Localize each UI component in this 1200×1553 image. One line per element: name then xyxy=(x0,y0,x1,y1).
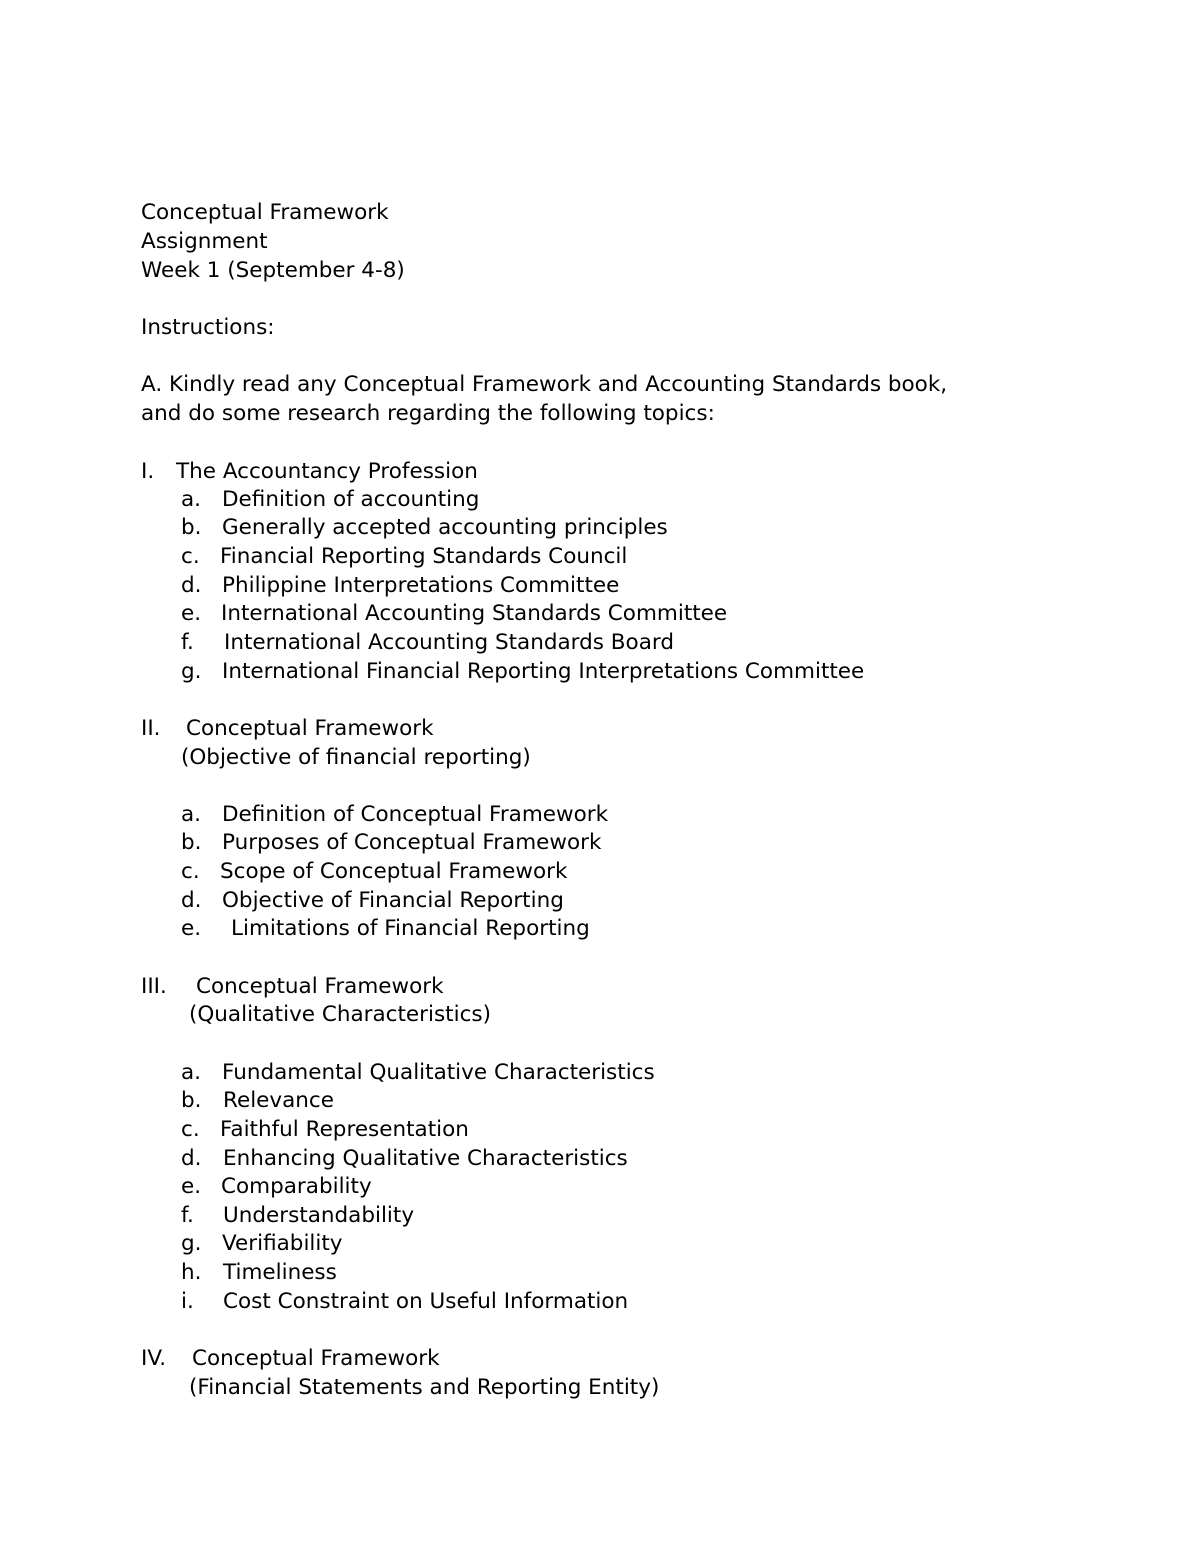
section-subtitle: (Financial Statements and Reporting Entity) xyxy=(189,1375,660,1400)
list-item xyxy=(181,887,981,915)
list-item-letter: c. xyxy=(181,859,200,884)
list-item-letter: e. xyxy=(181,601,202,626)
list-item-letter: d. xyxy=(181,1146,202,1171)
list-item-letter: c. xyxy=(181,1117,200,1142)
list-item-text: Relevance xyxy=(223,1088,334,1113)
instruction-line: A. Kindly read any Conceptual Framework and Accounting Standards book, xyxy=(141,372,948,397)
list-item-letter: f. xyxy=(181,1203,194,1228)
list-item xyxy=(181,600,981,628)
list-item-text: Fundamental Qualitative Characteristics xyxy=(222,1060,655,1085)
list-item-text: Philippine Interpretations Committee xyxy=(222,573,620,598)
list-item-text: Financial Reporting Standards Council xyxy=(220,544,628,569)
list-item xyxy=(181,1145,981,1173)
course-title: Conceptual Framework xyxy=(141,200,389,225)
list-item-letter: i. xyxy=(181,1289,194,1314)
list-item xyxy=(181,1259,981,1287)
list-item-letter: b. xyxy=(181,1088,202,1113)
section-title: Conceptual Framework xyxy=(192,1346,440,1371)
section-heading xyxy=(141,1345,941,1373)
list-item-text: Definition of accounting xyxy=(222,487,480,512)
list-item xyxy=(181,1230,981,1258)
list-item xyxy=(181,629,981,657)
list-item-letter: d. xyxy=(181,888,202,913)
list-item-letter: a. xyxy=(181,487,202,512)
list-item-letter: d. xyxy=(181,573,202,598)
list-item xyxy=(181,1202,981,1230)
section-title: Conceptual Framework xyxy=(196,974,444,999)
list-item-text: Comparability xyxy=(221,1174,372,1199)
list-item xyxy=(181,1173,981,1201)
list-item-letter: h. xyxy=(181,1260,202,1285)
list-item-text: Objective of Financial Reporting xyxy=(222,888,564,913)
list-item-text: Definition of Conceptual Framework xyxy=(222,802,609,827)
section-subtitle: (Objective of financial reporting) xyxy=(181,745,531,770)
list-item-text: Cost Constraint on Useful Information xyxy=(223,1289,629,1314)
list-item xyxy=(181,1087,981,1115)
list-item-letter: a. xyxy=(181,802,202,827)
assignment-label: Assignment xyxy=(141,229,268,254)
list-item-letter: e. xyxy=(181,1174,202,1199)
section-subtitle: (Qualitative Characteristics) xyxy=(189,1002,491,1027)
list-item-letter: b. xyxy=(181,830,202,855)
list-item xyxy=(181,858,981,886)
instruction-line: and do some research regarding the following topics: xyxy=(141,401,715,426)
section-numeral: II. xyxy=(141,716,161,741)
list-item-text: International Financial Reporting Interpretations Committee xyxy=(222,659,865,684)
section-heading xyxy=(141,973,941,1001)
list-item-letter: a. xyxy=(181,1060,202,1085)
list-item-text: Generally accepted accounting principles xyxy=(222,515,668,540)
list-item-letter: f. xyxy=(181,630,194,655)
list-item xyxy=(181,801,981,829)
list-item xyxy=(181,543,981,571)
section-numeral: IV. xyxy=(141,1346,167,1371)
list-item xyxy=(181,829,981,857)
list-item xyxy=(181,1116,981,1144)
section-numeral: I. xyxy=(141,459,155,484)
list-item xyxy=(181,1288,981,1316)
list-item-text: Faithful Representation xyxy=(220,1117,469,1142)
list-item xyxy=(181,572,981,600)
list-item xyxy=(181,514,981,542)
instructions-heading: Instructions: xyxy=(141,315,275,340)
list-item-letter: e. xyxy=(181,916,202,941)
week-label: Week 1 (September 4-8) xyxy=(141,258,405,283)
section-heading xyxy=(141,458,941,486)
list-item-text: Limitations of Financial Reporting xyxy=(231,916,590,941)
list-item-letter: b. xyxy=(181,515,202,540)
list-item-text: Purposes of Conceptual Framework xyxy=(222,830,602,855)
list-item xyxy=(181,658,981,686)
list-item-letter: c. xyxy=(181,544,200,569)
list-item xyxy=(181,486,981,514)
list-item-letter: g. xyxy=(181,659,202,684)
list-item-text: International Accounting Standards Board xyxy=(224,630,674,655)
list-item-text: Enhancing Qualitative Characteristics xyxy=(223,1146,628,1171)
section-title: The Accountancy Profession xyxy=(176,459,478,484)
list-item-text: Verifiability xyxy=(222,1231,343,1256)
list-item-letter: g. xyxy=(181,1231,202,1256)
list-item-text: Timeliness xyxy=(223,1260,337,1285)
list-item-text: International Accounting Standards Committee xyxy=(221,601,728,626)
list-item-text: Scope of Conceptual Framework xyxy=(220,859,568,884)
section-title: Conceptual Framework xyxy=(186,716,434,741)
list-item-text: Understandability xyxy=(223,1203,415,1228)
section-numeral: III. xyxy=(141,974,167,999)
list-item xyxy=(181,915,981,943)
list-item xyxy=(181,1059,981,1087)
section-heading xyxy=(141,715,941,743)
